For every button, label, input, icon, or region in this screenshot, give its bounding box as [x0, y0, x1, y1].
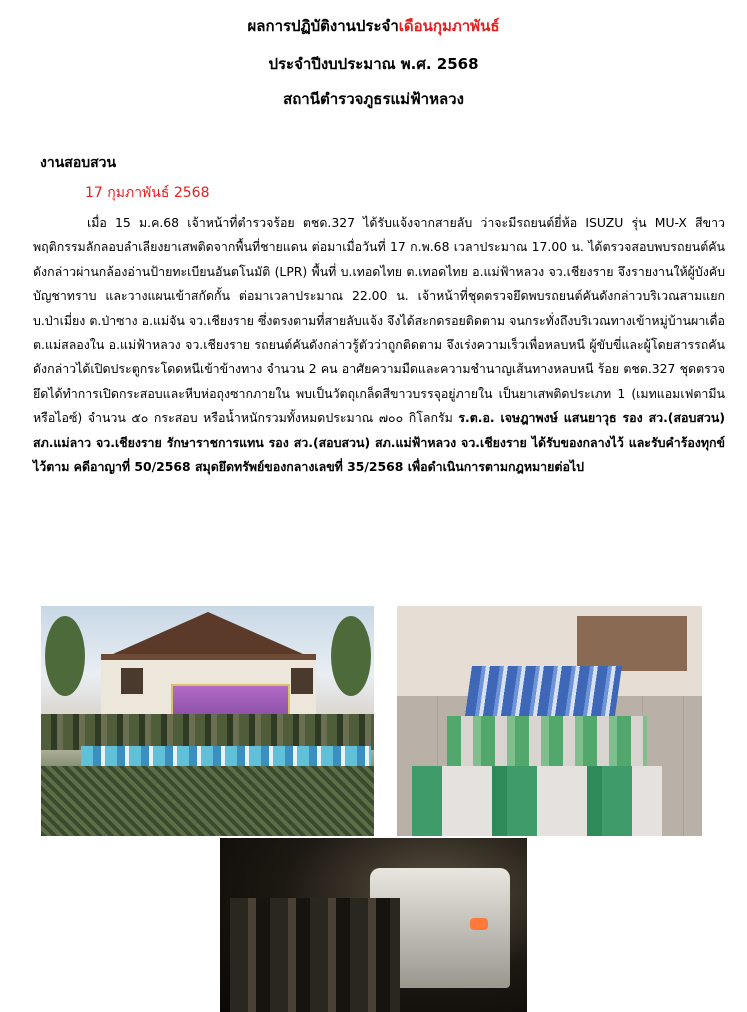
section-heading: งานสอบสวน — [40, 155, 117, 171]
report-officer-text: ร.ต.อ. เจษฎาพงษ์ แสนยาวุธ รอง สว.(สอบสวน) สภ.แม่ลาว จว.เชียงราย รักษาราชการแทน รอง สว.(สอบสวน) สภ.แม่ฟ้าหลวง จว.เชียงราย ได้รับของกลางไว้ และรับคำร้องทุกข์ไว้ตาม คดีอาญาที่ 50/2568 สมุดยึดทรัพย์ของกลางเลขที่ 35/2568 เพื่อดำเนินการตามกฎหมายต่อไป — [33, 410, 725, 475]
fiscal-year-title: ประจำปีงบประมาณ พ.ศ. 2568 — [268, 55, 479, 73]
station-title: สถานีตำรวจภูธรแม่ฟ้าหลวง — [283, 90, 464, 108]
title-prefix: ผลการปฏิบัติงานประจำ — [247, 17, 399, 35]
report-paragraph: เมื่อ 15 ม.ค.68 เจ้าหน้าที่ตำรวจร้อย ตชด.327 ได้รับแจ้งจากสายลับ ว่าจะมีรถยนต์ยี่ห้อ ISUZU รุ่น MU-X สีขาว พฤติกรรมลักลอบลำเลียงยาเสพติดจากพื้นที่ชายแดน ต่อมาเมื่อวันที่ 17 ก.พ.68 เวลาประมาณ 17.00 น. ได้ตรวจสอบพบรถยนต์คันดังกล่าวผ่านกล้องอ่านป้ายทะเบียนอันตโนมัติ (LPR) พื้นที่ บ.เทอดไทย ต.เทอดไทย อ.แม่ฟ้าหลวง จว.เชียงราย จึงรายงานให้ผู้บังคับบัญชาทราบ และวางแผนเข้าสกัดกั้น ต่อมาเวลาประมาณ 22.00 น. เจ้าหน้าที่ชุดตรวจยึดพบรถยนต์คันดังกล่าวบริเวณสามแยก บ.ป่าเมี่ยง ต.ป่าซาง อ.แม่จัน จว.เชียงราย ซึ่งตรงตามที่สายลับแจ้ง จึงได้สะกดรอยติดตาม จนกระทั่งถึงบริเวณทางเข้าหมู่บ้านผาเดื่อ ต.แม่สลองใน อ.แม่ฟ้าหลวง จว.เชียงราย รถยนต์คันดังกล่าวรู้ตัวว่าถูกติดตาม จึงเร่งความเร็วเพื่อหลบหนี ผู้ขับขี่และผู้โดยสารรถคันดังกล่าวได้เปิดประตูกระโดดหนีเข้าข้างทาง จำนวน 2 คน อาศัยความมืดและความชำนาญเส้นทางหลบหนี ร้อย ตชด.327 ชุดตรวจยึดได้ทำการเปิดกระสอบและหีบห่อถุงซากภายใน พบเป็นวัตถุเกล็ดสีขาวบรรจุอยู่ภายใน เป็นยาเสพติดประเภท 1 (เมทแอมเฟตามีนหรือไอซ์) จำนวน ๕๐ กระสอบ หรือน้ำหนักรวมทั้งหมดประมาณ ๗๐๐ กิโลกรัม — [33, 215, 725, 426]
photo-seized-drug-sacks — [397, 606, 702, 836]
report-date: 17 กุมภาพันธ์ 2568 — [85, 185, 210, 201]
photo-press-conference — [41, 606, 374, 836]
report-body — [33, 211, 725, 479]
document-title — [0, 14, 747, 38]
title-month-highlight: เดือนกุมภาพันธ์ — [398, 17, 500, 35]
photo-night-seizure — [220, 838, 527, 1012]
